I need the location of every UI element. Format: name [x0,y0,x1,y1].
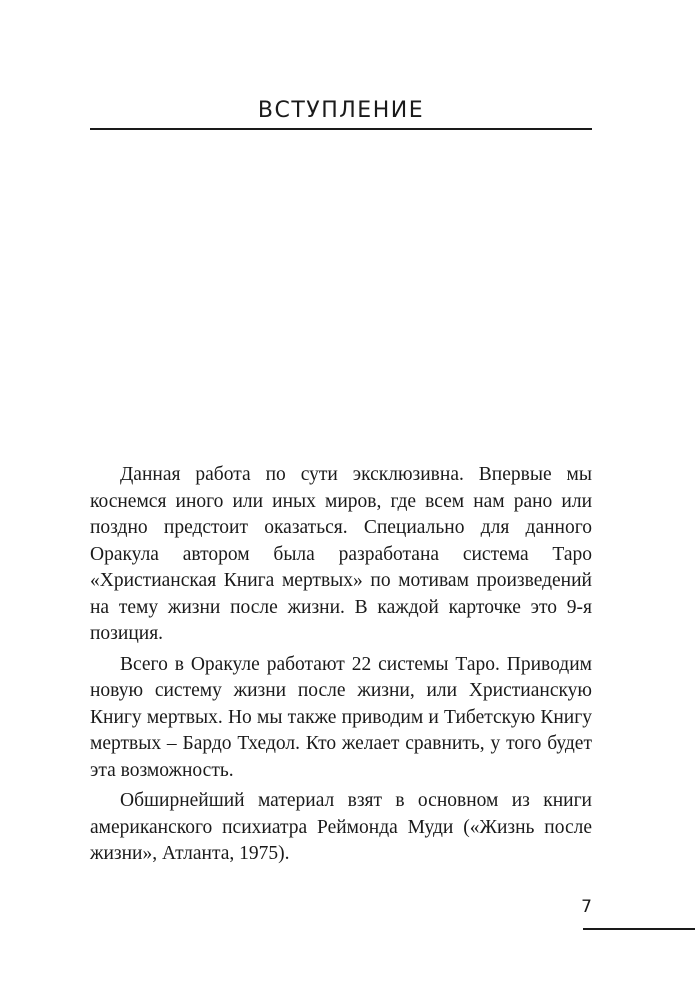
paragraph-3: Обширнейший материал взят в основном из книги американского психиатра Реймонда Муди («Жизнь после жизни», Атланта, 1975). [90,790,592,864]
paragraph-2: Всего в Оракуле работают 22 системы Таро. Приводим новую систему жизни после жизни, или Христианскую Книгу мертвых. Но мы также приводим и Тибетскую Книгу мертвых – Бардо Тхедол. Кто желает сравнить, у того будет эта возможность. [90,653,592,781]
title-underline [90,128,592,130]
chapter-body [90,462,592,872]
footer-rule [583,928,695,930]
paragraph-1: Данная работа по сути эксклюзивна. Впервые мы коснемся иного или иных миров, где всем нам рано или поздно предстоит оказаться. Специально для данного Оракула автором была разработана система Таро «Христианская Книга мертвых» по мотивам произведений на тему жизни после жизни. В каждой карточке это 9-я позиция. [90,464,592,644]
chapter-title: ВСТУПЛЕНИЕ [257,98,425,123]
page-number: 7 [581,897,592,917]
